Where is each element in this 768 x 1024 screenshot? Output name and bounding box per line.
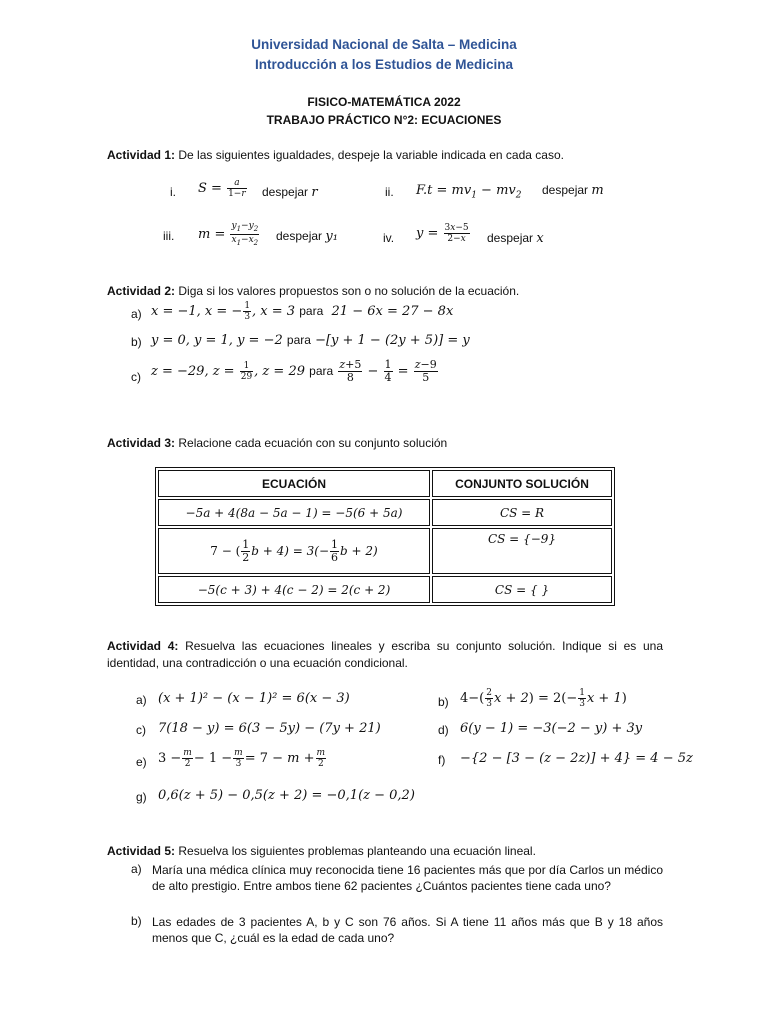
activity-3-title: Actividad 3: xyxy=(107,436,176,450)
table-cell-equation: −5a + 4(8a − 5a − 1) = −5(6 + 5a) xyxy=(158,499,430,526)
activity-2-title: Actividad 2: xyxy=(107,284,176,298)
table-header-equation: ECUACIÓN xyxy=(158,470,430,497)
act4-label-e: e) xyxy=(136,755,147,769)
activity-1-title: Actividad 1: xyxy=(107,148,176,162)
act4-label-f: f) xyxy=(438,753,446,767)
activity-4-heading xyxy=(107,638,663,672)
table-row xyxy=(158,576,612,603)
table-row xyxy=(158,499,612,526)
act1-instr-ii: despejar m xyxy=(542,183,604,198)
act4-label-d: d) xyxy=(438,723,449,737)
activity-2-text: Diga si los valores propuestos son o no solución de la ecuación. xyxy=(178,284,520,298)
act1-label-iv: iv. xyxy=(383,231,395,245)
university-title: Universidad Nacional de Salta – Medicina xyxy=(251,37,517,52)
act2-label-b: b) xyxy=(131,335,142,349)
act2-item-b: y = 0, y = 1, y = −2 para −[y + 1 − (2y + 5)] = y xyxy=(151,333,470,348)
act1-eq-i: S = $\frac{a}{1-r}$ xyxy=(198,178,246,199)
table-cell-equation: 7 − ( $\frac{1}{2}$ b + 4) = 3(− $\frac{1}{6}$ b + 2) xyxy=(158,528,430,574)
act1-eq-iv: y = $\frac{3x-5}{2-x}$ xyxy=(416,223,469,244)
act4-label-b: b) xyxy=(438,695,449,709)
act2-label-a: a) xyxy=(131,307,142,321)
table-row xyxy=(158,528,612,574)
equation-table xyxy=(155,467,615,606)
practice-title: TRABAJO PRÁCTICO N°2: ECUACIONES xyxy=(266,113,502,127)
act1-label-iii: iii. xyxy=(163,229,175,243)
table-header-solution-set: CONJUNTO SOLUCIÓN xyxy=(432,470,612,497)
act5-problem-b: Las edades de 3 pacientes A, b y C son 76 años. Si A tiene 11 años más que B y 18 años menos que C, ¿cuál es la edad de cada uno? xyxy=(152,915,663,945)
act4-eq-a: (x + 1)² − (x − 1)² = 6(x − 3) xyxy=(158,691,350,706)
act4-eq-e: 3 − $\frac{m}{2}$ − 1 − $\frac{m}{3}$ = 7 − m + $\frac{m}{2}$ xyxy=(158,748,326,769)
act1-label-ii: ii. xyxy=(385,185,394,199)
act2-label-c: c) xyxy=(131,370,141,384)
act4-eq-d: 6(y − 1) = −3(−2 − y) + 3y xyxy=(460,721,643,736)
act4-eq-f: −{2 − [3 − (z − 2z)] + 4} = 4 − 5z xyxy=(460,751,693,766)
activity-5-title: Actividad 5: xyxy=(107,844,176,858)
activity-5-heading xyxy=(107,844,663,858)
act4-eq-b: 4−( $\frac{2}{3}$ x + 2) = 2(− $\frac{1}{3}$ x + 1) xyxy=(460,688,627,709)
activity-4-title: Actividad 4: xyxy=(107,639,179,653)
table-cell-solution: CS = R xyxy=(432,499,612,526)
act1-instr-iii: despejar y₁ xyxy=(276,229,338,244)
table-cell-solution: CS = { } xyxy=(432,576,612,603)
activity-1-heading xyxy=(107,148,663,162)
table-header-row xyxy=(158,470,612,497)
act4-label-g: g) xyxy=(136,790,147,804)
table-cell-equation: −5(c + 3) + 4(c − 2) = 2(c + 2) xyxy=(158,576,430,603)
act5-label-a: a) xyxy=(131,862,142,876)
activity-5-text: Resuelva los siguientes problemas planteando una ecuación lineal. xyxy=(178,844,536,858)
act2-item-a: x = −1, x = − $\frac{1}{3}$ , x = 3 para 21 − 6x = 27 − 8x xyxy=(151,301,454,322)
act4-label-a: a) xyxy=(136,693,147,707)
act1-instr-iv: despejar x xyxy=(487,231,544,246)
act2-item-c: z = −29, z = $\frac{1}{29}$ , z = 29 para $\frac{z+5}{8}$ − $\frac{1}{4}$ = $\frac{z-9}{5}$ xyxy=(151,358,437,384)
act4-label-c: c) xyxy=(136,723,146,737)
activity-3-heading xyxy=(107,436,663,450)
activity-4-text: Resuelva las ecuaciones lineales y escriba su conjunto solución. Indique si es una identidad, una contradicción o una ecuación condicional. xyxy=(107,639,663,670)
act5-problem-a: María una médica clínica muy reconocida tiene 16 pacientes más que por día Carlos un médico de alto prestigio. Entre ambos tiene 62 pacientes ¿Cuántos pacientes tiene cada uno? xyxy=(152,863,663,893)
act1-label-i: i. xyxy=(170,185,176,199)
activity-1-text: De las siguientes igualdades, despeje la variable indicada en cada caso. xyxy=(178,148,564,162)
course-title: Introducción a los Estudios de Medicina xyxy=(254,57,514,72)
act1-eq-ii: $F.t = mv_1 - mv_2$ xyxy=(416,183,522,201)
act5-label-b: b) xyxy=(131,914,142,928)
act4-eq-g: 0,6(z + 5) − 0,5(z + 2) = −0,1(z − 0,2) xyxy=(158,788,415,803)
table-cell-solution: CS = {−9} xyxy=(432,528,612,574)
subject-title: FISICO-MATEMÁTICA 2022 xyxy=(307,95,461,109)
act1-instr-i: despejar r xyxy=(262,185,318,200)
activity-3-text: Relacione cada ecuación con su conjunto solución xyxy=(178,436,448,450)
act1-eq-iii: m = $\frac{y_1-y_2}{x_1-x_2}$ xyxy=(198,221,259,247)
act4-eq-c: 7(18 − y) = 6(3 − 5y) − (7y + 21) xyxy=(158,721,381,736)
activity-2-heading xyxy=(107,284,663,298)
